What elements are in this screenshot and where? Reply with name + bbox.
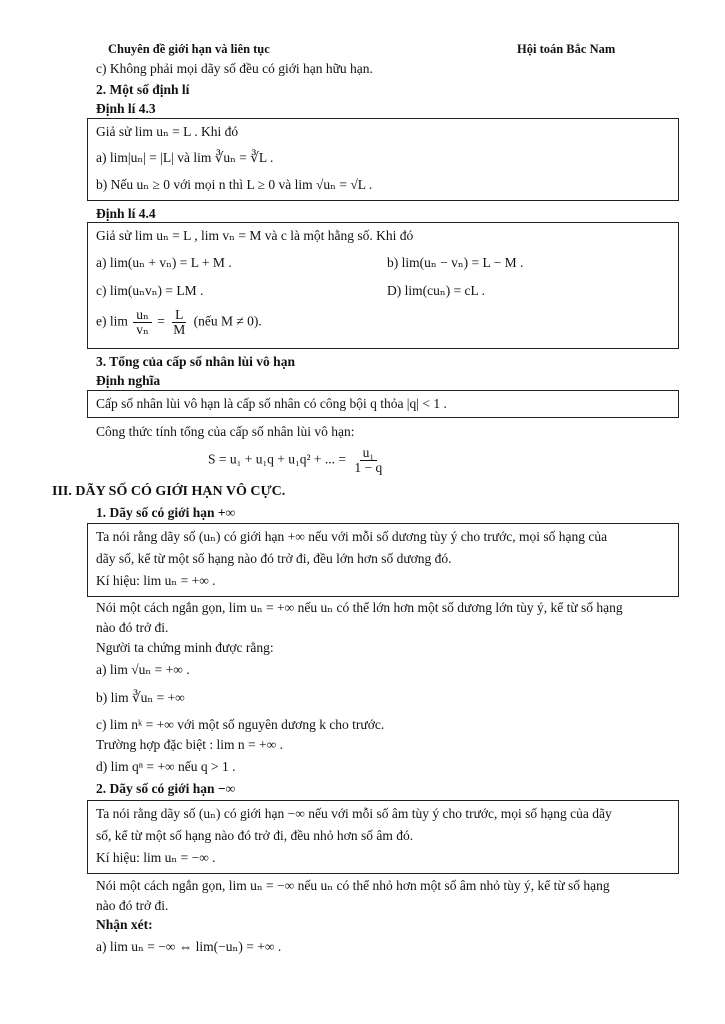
p2-line-2: nào đó trở đi.: [96, 898, 169, 913]
formula-lhs: S = u₁ + u₁q + u₁q² + ... =: [208, 451, 346, 467]
p1-line-3: Người ta chứng minh được rằng:: [96, 640, 274, 655]
subsection-minus-infinity: 2. Dãy số có giới hạn −∞: [96, 781, 236, 796]
theorem-4-3-line-1: Giả sử lim uₙ = L . Khi đó: [96, 124, 239, 139]
section-heading-III: III. DÃY SỐ CÓ GIỚI HẠN VÔ CỰC.: [52, 484, 286, 499]
p1-line-1: Nói một cách ngắn gọn, lim uₙ = +∞ nếu uₙ có thể lớn hơn một số dương lớn tùy ý, kể từ số hạng: [96, 600, 623, 615]
box1-line-3: Kí hiệu: lim uₙ = +∞ .: [96, 573, 216, 588]
theorem-4-4-item-d: D) lim(cuₙ) = cL .: [387, 283, 486, 298]
formula-fraction: [351, 446, 385, 475]
theorem-4-4-item-a: a) lim(uₙ + vₙ) = L + M .: [96, 255, 232, 270]
fraction-numerator: u₁: [360, 446, 377, 461]
theorem-4-3-heading: Định lí 4.3: [96, 101, 156, 116]
theorem-4-3-line-b: b) Nếu uₙ ≥ 0 với mọi n thì L ≥ 0 và lim √uₙ = √L .: [96, 177, 373, 192]
theorem-4-4-heading: Định lí 4.4: [96, 206, 156, 221]
p1-item-d: d) lim qⁿ = +∞ nếu q > 1 .: [96, 759, 236, 774]
p2-line-1: Nói một cách ngắn gọn, lim uₙ = −∞ nếu uₙ có thể nhỏ hơn một số âm nhỏ tùy ý, kể từ số hạng: [96, 878, 610, 893]
section-heading-2: 2. Một số định lí: [96, 82, 190, 97]
fraction-numerator: uₙ: [133, 308, 152, 323]
formula-intro: Công thức tính tổng của cấp số nhân lùi vô hạn:: [96, 424, 355, 439]
fraction-denominator: M: [173, 322, 186, 337]
section-heading-3: 3. Tổng của cấp số nhân lùi vô hạn: [96, 354, 295, 369]
fraction-numerator: L: [172, 308, 186, 323]
header-left: Chuyên đề giới hạn và liên tục: [108, 42, 270, 56]
box1-line-1: Ta nói rằng dãy số (uₙ) có giới hạn +∞ nếu với mỗi số dương tùy ý cho trước, mọi số hạng của: [96, 529, 608, 544]
box2-line-1: Ta nói rằng dãy số (uₙ) có giới hạn −∞ nếu với mỗi số âm tùy ý cho trước, mọi số hạng của dãy: [96, 806, 612, 821]
remark-item-a: a) lim uₙ = −∞ ⇔ lim(−uₙ) = +∞ .: [96, 939, 282, 954]
theorem-4-4-line-1: Giả sử lim uₙ = L , lim vₙ = M và c là một hằng số. Khi đó: [96, 228, 414, 243]
box1-line-2: dãy số, kể từ một số hạng nào đó trở đi, đều lớn hơn số dương đó.: [96, 551, 452, 566]
p1-special-case: Trường hợp đặc biệt : lim n = +∞ .: [96, 737, 283, 752]
p1-item-b: b) lim ∛uₙ = +∞: [96, 690, 185, 705]
fraction-l-over-m: [170, 308, 188, 337]
sum-formula: [208, 446, 387, 475]
item-e-suffix: (nếu M ≠ 0).: [193, 313, 262, 329]
subsection-plus-infinity: 1. Dãy số có giới hạn +∞: [96, 505, 236, 520]
header-right: Hội toán Bắc Nam: [517, 42, 616, 56]
fraction-u-over-v: [133, 308, 152, 337]
definition-heading: Định nghĩa: [96, 373, 161, 388]
fraction-denominator: 1 − q: [354, 460, 383, 475]
theorem-4-4-item-c: c) lim(uₙvₙ) = LM .: [96, 283, 204, 298]
definition-text: Cấp số nhân lùi vô hạn là cấp số nhân có công bội q thỏa |q| < 1 .: [96, 396, 447, 411]
theorem-4-4-item-b: b) lim(uₙ − vₙ) = L − M .: [387, 255, 524, 270]
p1-line-2: nào đó trở đi.: [96, 620, 169, 635]
p1-item-c: c) lim nᵏ = +∞ với một số nguyên dương k cho trước.: [96, 717, 385, 732]
theorem-4-3-line-a: a) lim|uₙ| = |L| và lim ∛uₙ = ∛L .: [96, 150, 274, 165]
box2-line-3: Kí hiệu: lim uₙ = −∞ .: [96, 850, 216, 865]
fraction-denominator: vₙ: [136, 322, 149, 337]
box2-line-2: số, kể từ một số hạng nào đó trở đi, đều nhỏ hơn số âm đó.: [96, 828, 414, 843]
item-e-prefix: e) lim: [96, 313, 128, 329]
remark-heading: Nhận xét:: [96, 917, 153, 932]
theorem-4-4-item-e: e) lim $\frac{\text{uₙ}}{\text{vₙ}}$ = $\frac{L}{M}$ (nếu M ≠ 0).: [96, 307, 262, 337]
p1-item-a: a) lim √uₙ = +∞ .: [96, 662, 190, 677]
item-c: c) Không phải mọi dãy số đều có giới hạn hữu hạn.: [96, 61, 373, 76]
